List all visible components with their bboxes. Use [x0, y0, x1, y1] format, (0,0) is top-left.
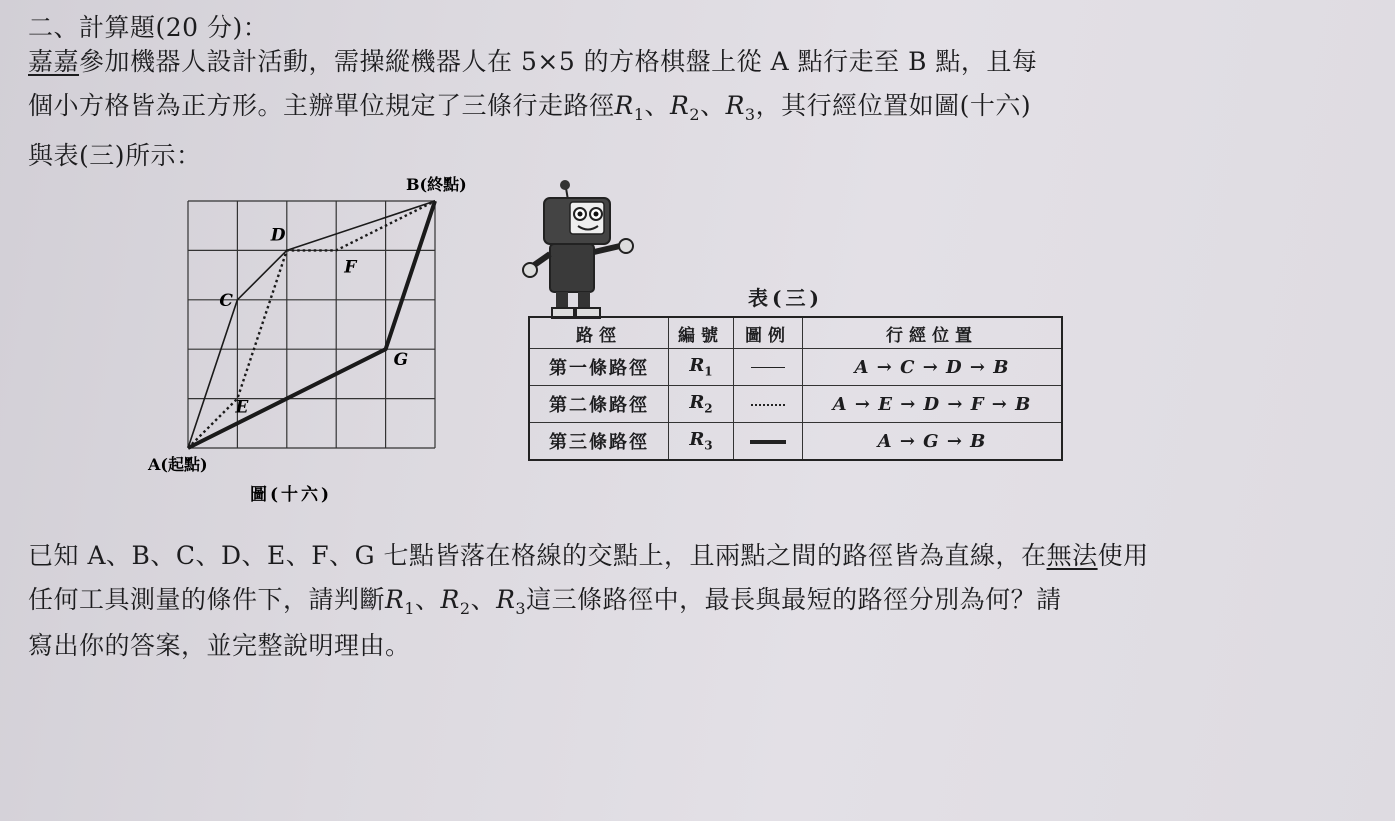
separator: 、	[470, 585, 497, 614]
intro-lead-name: 嘉嘉	[28, 47, 80, 76]
table-row	[529, 386, 1062, 423]
point-label-d: D	[270, 225, 286, 246]
question-line-1	[28, 536, 1149, 572]
header-positions: 行經位置	[803, 317, 1063, 349]
figure-caption: 圖(十六)	[250, 485, 333, 505]
question-line-1-a: 已知 A、B、C、D、E、F、G 七點皆落在格線的交點上，且兩點之間的路徑皆為直線，在	[28, 541, 1047, 570]
legend-thin-line	[734, 349, 803, 386]
row-positions: A → C → D → B	[803, 349, 1063, 386]
path-r3: $R_3$	[496, 585, 527, 618]
point-label-c: C	[219, 290, 233, 311]
section-title: 二、計算題(20 分)：	[28, 13, 269, 42]
header-path: 路徑	[529, 317, 669, 349]
route-r2-line	[188, 201, 435, 448]
table-row	[529, 423, 1062, 461]
legend-thick-line	[734, 423, 803, 461]
header-code: 編號	[669, 317, 734, 349]
path-r2: $R_2$	[670, 91, 701, 124]
row-code: $R_1$	[669, 349, 734, 386]
row-path-name: 第一條路徑	[529, 349, 669, 386]
separator: 、	[644, 91, 671, 120]
header-legend: 圖例	[734, 317, 803, 349]
table-row	[529, 349, 1062, 386]
route-r1-line	[188, 201, 435, 448]
legend-dotted-line	[734, 386, 803, 423]
robot-illustration	[520, 176, 640, 330]
start-label: A(起點)	[148, 455, 208, 474]
intro-line-1-text: 參加機器人設計活動，需操縱機器人在 5×5 的方格棋盤上從 A 點行走至 B 點，且每	[79, 47, 1038, 76]
row-code: $R_2$	[669, 386, 734, 423]
separator: 、	[415, 585, 441, 614]
path-r1: $R_1$	[614, 91, 645, 124]
question-line-2-a: 任何工具測量的條件下，請判斷	[28, 585, 386, 614]
route-r3-line	[188, 201, 435, 448]
intro-line-2-b: ，其行經位置如圖(十六)	[755, 91, 1032, 120]
grid-lines	[188, 201, 435, 448]
point-label-e: E	[235, 397, 249, 418]
table-caption: 表(三)	[748, 286, 823, 310]
row-code: $R_3$	[669, 423, 734, 461]
row-positions: A → G → B	[803, 423, 1063, 461]
question-line-1-b: 使用	[1097, 541, 1149, 570]
point-label-f: F	[344, 257, 357, 278]
point-label-g: G	[393, 350, 409, 371]
path-r3: $R_3$	[725, 91, 756, 124]
question-emphasis: 無法	[1046, 541, 1098, 570]
intro-line-2	[28, 86, 1031, 124]
point-labels	[219, 225, 408, 417]
row-positions: A → E → D → F → B	[803, 386, 1063, 423]
figure-16	[140, 170, 520, 514]
table-header-row	[529, 317, 1062, 349]
end-label: B(終點)	[406, 175, 467, 194]
question-line-2-b: 這三條路徑中，最長與最短的路徑分別為何？請	[526, 585, 1062, 614]
intro-line-2-a: 個小方格皆為正方形。主辦單位規定了三條行走路徑	[28, 91, 615, 120]
question-line-2	[28, 580, 1062, 618]
route-lines	[188, 201, 435, 448]
question-line-3: 寫出你的答案，並完整說明理由。	[28, 631, 411, 660]
grid-figure	[140, 170, 520, 510]
separator: 、	[700, 91, 726, 120]
intro-line-1	[28, 42, 1037, 78]
path-r1: $R_1$	[385, 585, 416, 618]
path-table	[528, 316, 1063, 461]
row-path-name: 第三條路徑	[529, 423, 669, 461]
intro-line-3: 與表(三)所示：	[28, 141, 202, 170]
row-path-name: 第二條路徑	[529, 386, 669, 423]
path-r2: $R_2$	[440, 585, 471, 618]
